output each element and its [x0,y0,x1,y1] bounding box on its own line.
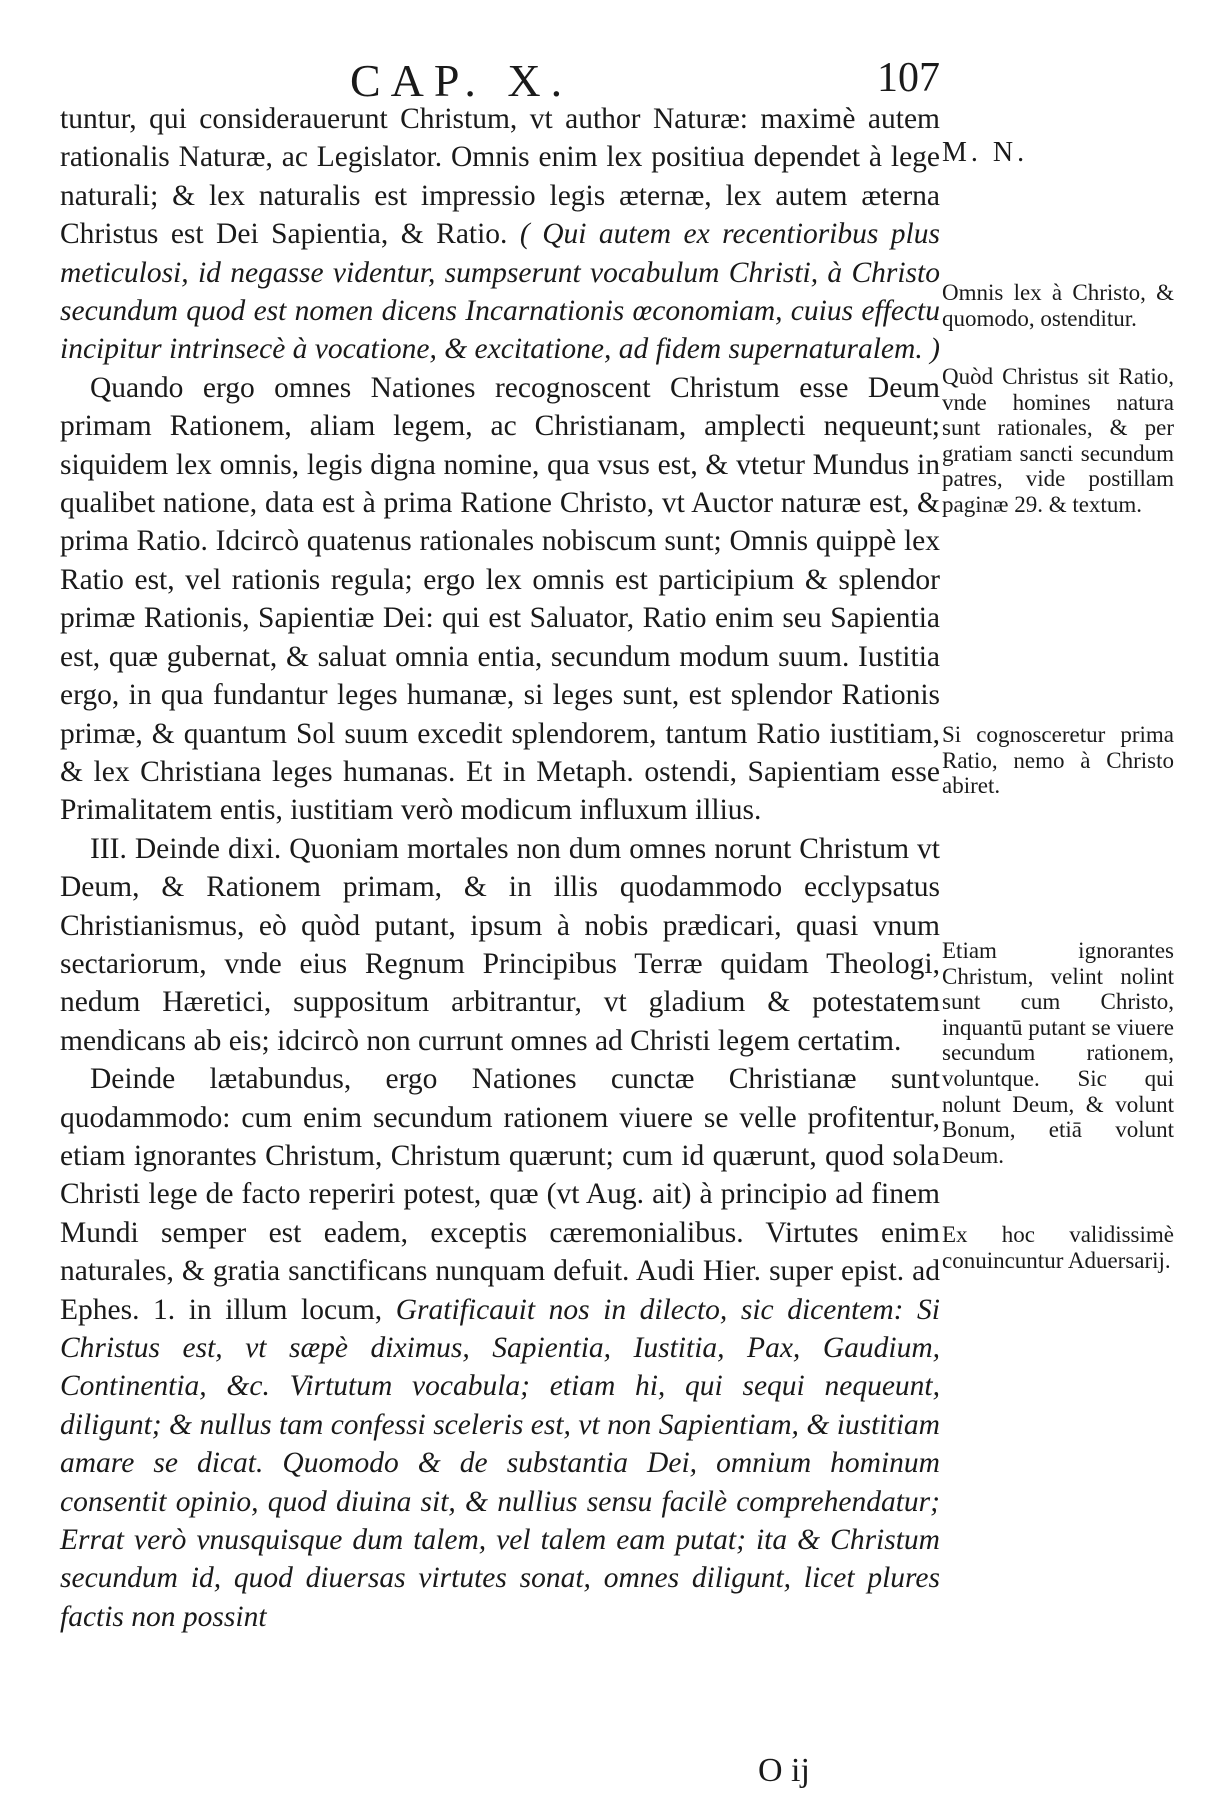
margin-note-1: Omnis lex à Christo, & quomodo, ostenditur. [942,280,1174,331]
signature-mark: O ij [758,1752,810,1789]
paragraph-1-text: tuntur, qui considerauerunt Christum, vt author Naturæ: maximè autem rationalis Naturæ, ac Legislator. Omnis enim lex positiua dependet à lege naturali; & lex naturalis est impressio legis æternæ, lex autem æterna Christus est Dei Sapientia, & Ratio. [60,103,940,251]
margin-note-mn: M. N. [942,137,1029,168]
paragraph-4 [60,1060,940,1636]
margin-note-4: Etiam ignorantes Christum, velint nolint sunt cum Christo, inquantū putant se viuere secundum rationem, voluntque. Sic qui nolunt Deum, & volunt Bonum, etiā volunt Deum. [942,938,1174,1168]
margin-note-5: Ex hoc validissimè conuincuntur Aduersarij. [942,1222,1174,1273]
running-header [60,48,940,108]
paragraph-2: Quando ergo omnes Nationes recognoscent Christum esse Deum primam Rationem, aliam legem, ac Christianam, amplecti nequeunt; siquidem lex omnis, legis digna nomine, qua vsus est, & vtetur Mundus in qualibet natione, data est à prima Ratione Christo, vt Auctor naturæ est, & prima Ratio. Idcircò quatenus rationales nobiscum sunt; Omnis quippè lex Ratio est, vel rationis regula; ergo lex omnis est participium & splendor primæ Rationis, Sapientiæ Dei: qui est Saluator, Ratio enim seu Sapientia est, quæ gubernat, & saluat omnia entia, secundum modum suum. Iustitia ergo, in qua fundantur leges humanæ, si leges sunt, est splendor Rationis primæ, & quantum Sol suum excedit splendorem, tantum Ratio iustitiam, & lex Christiana leges humanas. Et in Metaph. ostendi, Sapientiam esse Primalitatem entis, iustitiam verò modicum influxum illius. [60,371,940,827]
paragraph-3: III. Deinde dixi. Quoniam mortales non dum omnes norunt Christum vt Deum, & Rationem primam, & in illis quodammodo ecclypsatus Christianismus, eò quòd putant, ipsum à nobis prædicari, quasi vnum sectariorum, vnde eius Regnum Principibus Terræ quidam Theologi, nedum Hæretici, suppositum arbitrantur, vt gladium & potestatem mendicans ab eis; idcircò non currunt omnes ad Christi legem certatim. [60,832,940,1057]
page-number: 107 [877,55,940,101]
paragraph-4-text: Deinde lætabundus, ergo Nationes cunctæ Christianæ sunt quodammodo: cum enim secundum rationem viuere se velle profitentur, etiam ignorantes Christum, Christum quærunt; cum id quærunt, quod sola Christi lege de facto reperiri potest, quæ (vt Aug. ait) à principio ad finem Mundi semper est eadem, exceptis cæremonialibus. Virtutes enim naturales, & gratia sanctificans nunquam defuit. Audi Hier. super epist. ad Ephes. 1. in illum locum, [60,1063,940,1326]
margin-note-2: Quòd Christus sit Ratio, vnde homines natura sunt rationales, & per gratiam sancti secundum patres, vide postillam paginæ 29. & textum. [942,364,1174,517]
paragraph-1-italic: ( Qui autem ex recentioribus plus meticulosi, id negasse videntur, sumpserunt vocabulum Christi, à Christo secundum quod est nomen dicens Incarnationis œconomiam, cuius effectu incipitur intrinsecè à vocatione, & excitatione, ad fidem supernaturalem. ) [60,218,940,366]
paragraph-1 [60,100,940,369]
margin-note-3: Si cognosceretur prima Ratio, nemo à Christo abiret. [942,722,1174,799]
chapter-heading: CAP. X. [350,55,573,106]
paragraph-4-italic: Gratificauit nos in dilecto, sic dicentem: Si Christus est, vt sæpè diximus, Sapientia, Iustitia, Pax, Gaudium, Continentia, &c. Virtutum vocabula; etiam hi, qui sequi nequeunt, diligunt; & nullus tam confessi sceleris est, vt non Sapientiam, & iustitiam amare se dicat. Quomodo & de substantia Dei, omnium hominum consentit opinio, quod diuina sit, & nullius sensu facilè comprehendatur; Errat verò vnusquisque dum talem, vel talem eam putat; ita & Christum secundum id, quod diuersas virtutes sonat, omnes diligunt, licet plures factis non possint [60,1293,941,1633]
main-text [60,100,940,1636]
